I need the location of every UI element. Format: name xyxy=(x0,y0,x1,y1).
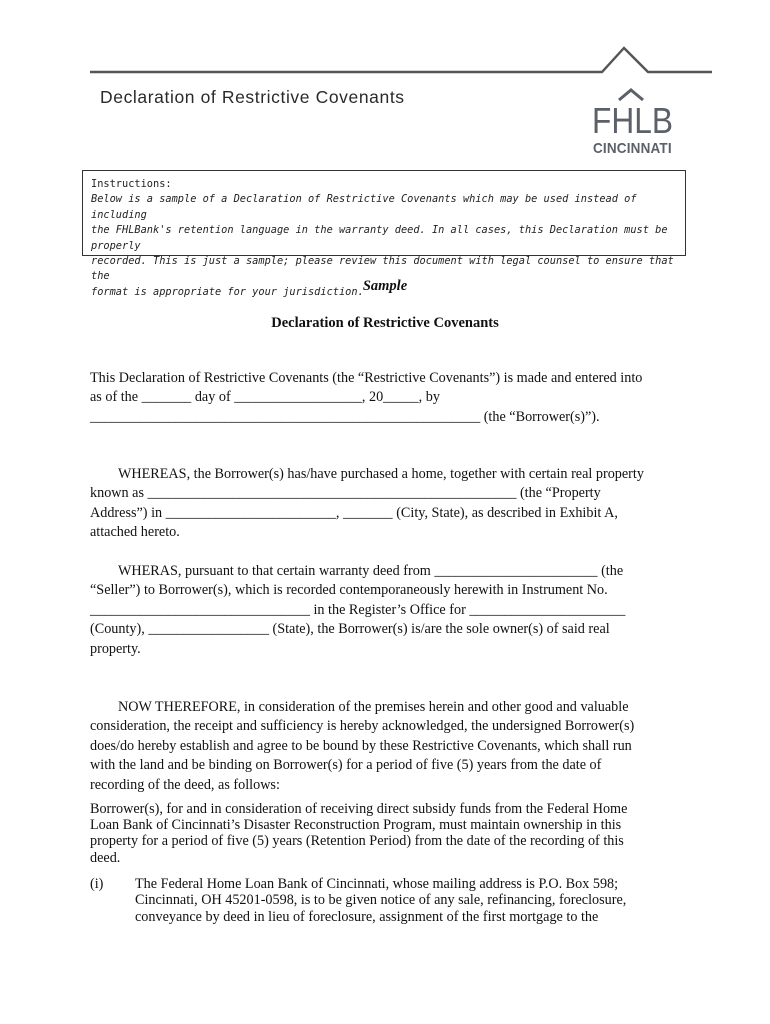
whereas-line: “Seller”) to Borrower(s), which is recorded contemporaneously herewith in Instrument No. xyxy=(90,582,608,599)
intro-paragraph xyxy=(90,369,690,427)
item-text xyxy=(135,876,695,925)
logo-subtitle: CINCINNATI xyxy=(593,140,672,157)
instructions-line: the FHLBank's retention language in the warranty deed. In all cases, this Declaration must be properly xyxy=(91,224,668,252)
item-line: conveyance by deed in lieu of foreclosure, assignment of the first mortgage to the xyxy=(135,908,599,925)
whereas-line: known as ____________________________________________________ (the “Property xyxy=(90,485,601,502)
now-therefore-line: with the land and be binding on Borrower(s) for a period of five (5) years from the date of xyxy=(90,757,602,774)
item-line: The Federal Home Loan Bank of Cincinnati, whose mailing address is P.O. Box 598; xyxy=(135,876,619,892)
instructions-line: format is appropriate for your jurisdiction. xyxy=(91,285,364,298)
whereas-property-paragraph xyxy=(90,465,690,543)
now-therefore-paragraph xyxy=(90,698,690,795)
sample-label: Sample xyxy=(362,278,408,294)
whereas-line: _______________________________ in the Register’s Office for ______________________ xyxy=(90,601,626,618)
borrower-retention-paragraph xyxy=(90,801,690,866)
whereas-line: property. xyxy=(90,640,141,657)
intro-line: This Declaration of Restrictive Covenants (the “Restrictive Covenants”) is made and entered into xyxy=(90,370,643,386)
now-therefore-line: recording of the deed, as follows: xyxy=(90,776,280,793)
now-therefore-line: consideration, the receipt and sufficiency is hereby acknowledged, the undersigned Borrower(s) xyxy=(90,718,635,735)
now-therefore-line: NOW THEREFORE, in consideration of the premises herein and other good and valuable xyxy=(118,699,629,715)
instructions-line: recorded. This is just a sample; please review this document with legal counsel to ensure that the xyxy=(91,255,674,283)
item-number: (i) xyxy=(90,876,104,892)
instructions-box xyxy=(82,170,686,298)
header-title: Declaration of Restrictive Covenants xyxy=(100,87,405,107)
header-rule-roofline xyxy=(0,0,770,90)
instructions-line: Below is a sample of a Declaration of Restrictive Covenants which may be used instead of including xyxy=(91,193,637,221)
item-line: Cincinnati, OH 45201-0598, is to be given notice of any sale, refinancing, foreclosure, xyxy=(135,892,627,909)
now-therefore-line: does/do hereby establish and agree to be bound by these Restrictive Covenants, which shall run xyxy=(90,737,632,754)
borrower-line: property for a period of five (5) years (Retention Period) from the date of the recording of this xyxy=(90,833,624,850)
logo-wordmark: FHLB xyxy=(592,100,673,141)
instructions-heading: Instructions: xyxy=(91,178,172,190)
borrower-line: Loan Bank of Cincinnati’s Disaster Reconstruction Program, must maintain ownership in this xyxy=(90,817,622,834)
borrower-line: deed. xyxy=(90,849,121,866)
whereas-line: WHEREAS, the Borrower(s) has/have purchased a home, together with certain real property xyxy=(118,466,644,482)
whereas-deed-paragraph xyxy=(90,562,690,659)
whereas-line: WHERAS, pursuant to that certain warranty deed from _______________________ (the xyxy=(118,563,624,579)
intro-line: as of the _______ day of __________________, 20_____, by xyxy=(90,389,440,406)
whereas-line: (County), _________________ (State), the Borrower(s) is/are the sole owner(s) of said real xyxy=(90,621,610,638)
borrower-line: Borrower(s), for and in consideration of receiving direct subsidy funds from the Federal Home xyxy=(90,801,628,817)
whereas-line: attached hereto. xyxy=(90,524,180,541)
intro-line: _______________________________________________________ (the “Borrower(s)”). xyxy=(90,408,600,425)
document-title: Declaration of Restrictive Covenants xyxy=(271,315,499,331)
whereas-line: Address”) in ________________________, _______ (City, State), as described in Exhibit A, xyxy=(90,504,618,521)
